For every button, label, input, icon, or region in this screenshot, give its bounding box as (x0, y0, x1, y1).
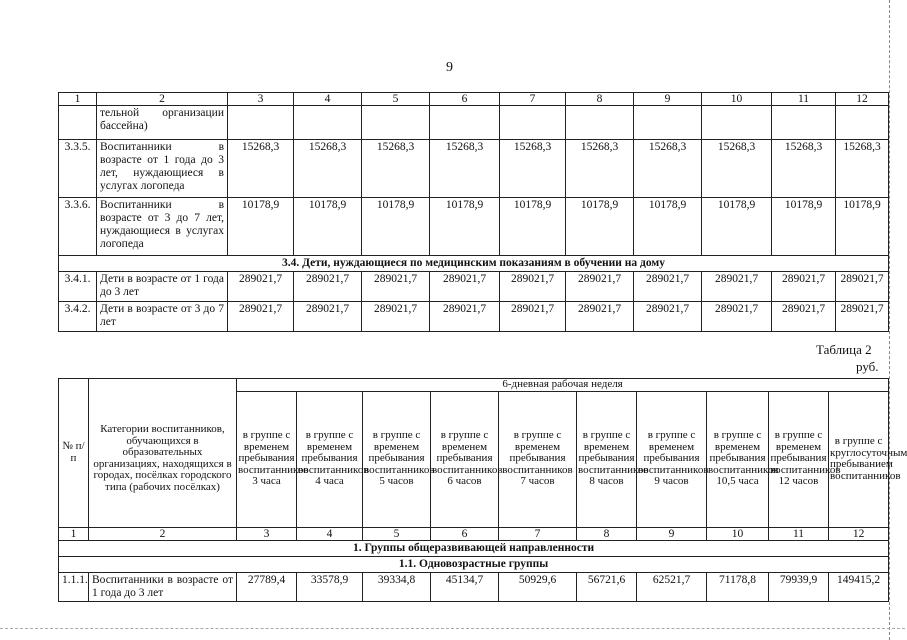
column-number: 8 (577, 527, 637, 540)
column-number: 4 (294, 93, 362, 106)
column-number: 12 (829, 527, 889, 540)
subheader-duration: в группе с временем пребывания воспитанников 9 часов (637, 391, 707, 527)
column-number: 3 (228, 93, 294, 106)
cell-value: 289021,7 (836, 302, 889, 332)
cell-value: 289021,7 (228, 272, 294, 302)
subheader-duration: в группе с круглосуточным пребыванием воспитанников (829, 391, 889, 527)
cell-value: 149415,2 (829, 572, 889, 601)
cell-value: 10178,9 (772, 198, 836, 256)
row-number (59, 106, 97, 140)
cell-value: 10178,9 (566, 198, 634, 256)
column-number: 6 (431, 527, 499, 540)
table-row (59, 106, 889, 140)
row-label: Дети в возрасте от 1 года до 3 лет (97, 272, 228, 302)
row-number: 3.4.2. (59, 302, 97, 332)
cell-value: 71178,8 (707, 572, 769, 601)
column-number: 3 (237, 527, 297, 540)
section-home-education: 3.4. Дети, нуждающиеся по медицинским показаниям в обучении на дому (59, 256, 889, 272)
cell-value: 10178,9 (362, 198, 430, 256)
cell-value: 289021,7 (634, 272, 702, 302)
subheader-duration: в группе с временем пребывания воспитанников 12 часов (769, 391, 829, 527)
column-number-row (59, 93, 889, 106)
cell-value: 10178,9 (500, 198, 566, 256)
cell-value (772, 106, 836, 140)
cell-value: 289021,7 (772, 272, 836, 302)
cell-value: 45134,7 (431, 572, 499, 601)
column-number: 1 (59, 527, 89, 540)
row-number: 3.3.6. (59, 198, 97, 256)
column-number: 11 (772, 93, 836, 106)
table-row (59, 198, 889, 256)
cell-value: 50929,6 (499, 572, 577, 601)
column-number: 5 (363, 527, 431, 540)
cell-value: 289021,7 (362, 302, 430, 332)
section-same-age-groups: 1.1. Одновозрастные группы (59, 556, 889, 572)
cell-value: 10178,9 (294, 198, 362, 256)
col-no-header: № п/п (59, 379, 89, 528)
column-number: 9 (637, 527, 707, 540)
cell-value: 15268,3 (836, 140, 889, 198)
column-number: 10 (702, 93, 772, 106)
cell-value: 289021,7 (362, 272, 430, 302)
cell-value: 289021,7 (430, 302, 500, 332)
cell-value (836, 106, 889, 140)
cell-value (228, 106, 294, 140)
cell-value (430, 106, 500, 140)
cell-value (500, 106, 566, 140)
subheader-duration: в группе с временем пребывания воспитанников 4 часа (297, 391, 363, 527)
section-row (59, 256, 889, 272)
column-number: 10 (707, 527, 769, 540)
subheader-duration: в группе с временем пребывания воспитанников 5 часов (363, 391, 431, 527)
cell-value: 15268,3 (702, 140, 772, 198)
cell-value (634, 106, 702, 140)
cell-value: 15268,3 (228, 140, 294, 198)
cell-value: 289021,7 (836, 272, 889, 302)
cell-value: 289021,7 (228, 302, 294, 332)
row-label: Дети в возрасте от 3 до 7 лет (97, 302, 228, 332)
cell-value: 56721,6 (577, 572, 637, 601)
column-number: 9 (634, 93, 702, 106)
table-row (59, 140, 889, 198)
cell-value: 15268,3 (634, 140, 702, 198)
column-number: 7 (499, 527, 577, 540)
cell-value: 289021,7 (772, 302, 836, 332)
column-number: 6 (430, 93, 500, 106)
cell-value: 15268,3 (500, 140, 566, 198)
cell-value: 289021,7 (702, 272, 772, 302)
table2-label: Таблица 2 (816, 342, 872, 357)
subheader-duration: в группе с временем пребывания воспитанников 10,5 часа (707, 391, 769, 527)
cell-value: 289021,7 (634, 302, 702, 332)
cell-value: 10178,9 (836, 198, 889, 256)
column-number: 4 (297, 527, 363, 540)
cell-value: 33578,9 (297, 572, 363, 601)
cell-value: 15268,3 (294, 140, 362, 198)
cell-value: 10178,9 (228, 198, 294, 256)
column-number: 8 (566, 93, 634, 106)
row-label: тельной организации бассейна) (97, 106, 228, 140)
cell-value: 10178,9 (702, 198, 772, 256)
cell-value (362, 106, 430, 140)
column-number: 2 (89, 527, 237, 540)
cell-value: 289021,7 (566, 272, 634, 302)
cell-value: 10178,9 (634, 198, 702, 256)
table2-unit: руб. (856, 359, 879, 374)
subheader-duration: в группе с временем пребывания воспитанников 8 часов (577, 391, 637, 527)
cell-value: 15268,3 (362, 140, 430, 198)
cell-value: 289021,7 (294, 302, 362, 332)
table-row (59, 272, 889, 302)
column-number: 1 (59, 93, 97, 106)
row-number: 3.4.1. (59, 272, 97, 302)
column-number: 7 (500, 93, 566, 106)
cell-value: 62521,7 (637, 572, 707, 601)
cell-value: 27789,4 (237, 572, 297, 601)
cell-value: 289021,7 (430, 272, 500, 302)
row-label: Воспитанники в возрасте от 1 года до 3 лет, нуждающиеся в услугах логопеда (97, 140, 228, 198)
column-number-row-2 (59, 527, 889, 540)
column-number: 2 (97, 93, 228, 106)
cell-value: 289021,7 (500, 272, 566, 302)
table-row (59, 572, 889, 601)
cell-value: 289021,7 (294, 272, 362, 302)
cell-value: 15268,3 (430, 140, 500, 198)
subheader-duration: в группе с временем пребывания воспитанников 6 часов (431, 391, 499, 527)
page-number: 9 (446, 60, 453, 75)
cell-value: 39334,8 (363, 572, 431, 601)
cell-value: 10178,9 (430, 198, 500, 256)
cell-value: 289021,7 (702, 302, 772, 332)
row-label: Воспитанники в возрасте от 3 до 7 лет, нуждающиеся в услугах логопеда (97, 198, 228, 256)
cell-value (566, 106, 634, 140)
table-row (59, 302, 889, 332)
row-number: 1.1.1. (59, 572, 89, 601)
cell-value: 289021,7 (566, 302, 634, 332)
subheader-duration: в группе с временем пребывания воспитанников 7 часов (499, 391, 577, 527)
group-header-6day: 6-дневная рабочая неделя (237, 379, 889, 392)
column-number: 11 (769, 527, 829, 540)
cell-value: 289021,7 (500, 302, 566, 332)
row-number: 3.3.5. (59, 140, 97, 198)
cell-value (702, 106, 772, 140)
row-label: Воспитанники в возрасте от 1 года до 3 лет (89, 572, 237, 601)
subheader-duration: в группе с временем пребывания воспитанников 3 часа (237, 391, 297, 527)
cell-value (294, 106, 362, 140)
page-edge-bottom (0, 628, 905, 630)
tariff-table-2 (58, 378, 907, 602)
cell-value: 15268,3 (772, 140, 836, 198)
tariff-table-continued (58, 92, 889, 332)
col-category-header: Категории воспитанников, обучающихся в образовательных организациях, находящихся в городах, посёлках городского типа (рабочих посёлках) (89, 379, 237, 528)
cell-value: 15268,3 (566, 140, 634, 198)
column-number: 12 (836, 93, 889, 106)
page-edge-right (889, 0, 891, 640)
section-general-groups: 1. Группы общеразвивающей направленности (59, 540, 889, 556)
column-number: 5 (362, 93, 430, 106)
cell-value: 79939,9 (769, 572, 829, 601)
